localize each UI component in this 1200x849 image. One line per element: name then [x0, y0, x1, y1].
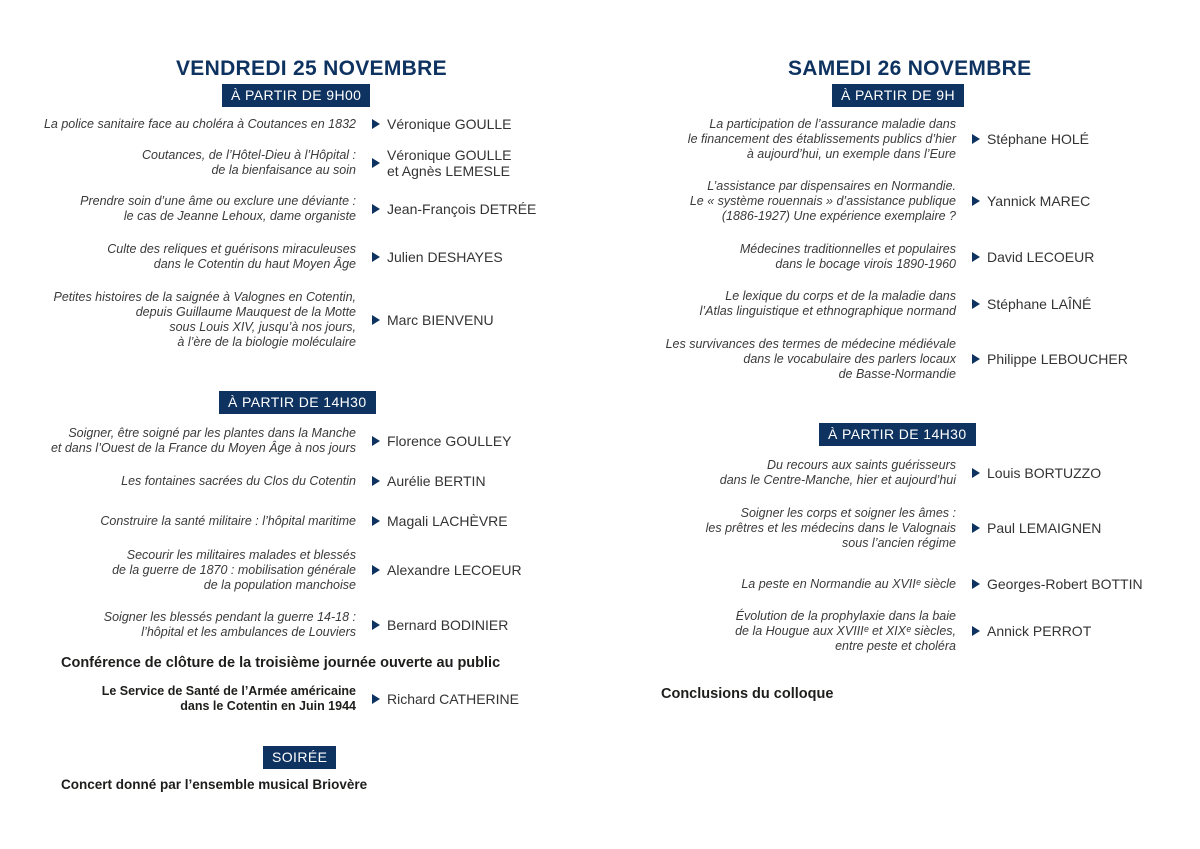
speaker-arrow-icon: [972, 299, 980, 309]
speaker-arrow-icon: [972, 134, 980, 144]
talk-title-line: l’hôpital et les ambulances de Louviers: [141, 625, 356, 639]
talk-title: [104, 610, 356, 640]
speaker-name-line: Véronique GOULLE: [387, 116, 512, 132]
speaker-name: [387, 617, 508, 633]
speaker-arrow-icon: [372, 476, 380, 486]
speaker-name: [387, 691, 519, 707]
speaker-name-line: David LECOEUR: [987, 249, 1095, 265]
speaker-name: [387, 513, 508, 529]
speaker-name: [387, 201, 536, 217]
talk-title-line: le cas de Jeanne Lehoux, dame organiste: [123, 209, 356, 223]
talk-title: [100, 514, 356, 529]
talk-title-line: à l’ère de la biologie moléculaire: [177, 335, 356, 349]
talk-title-line: de la population manchoise: [203, 577, 356, 592]
talk-title-line: à aujourd’hui, un exemple dans l’Eure: [746, 146, 956, 161]
speaker-name: [387, 116, 512, 132]
talk-title-line: Le « système rouennais » d’assistance publique: [689, 193, 956, 208]
day-title: VENDREDI 25 NOVEMBRE: [176, 57, 447, 80]
talk-title: [688, 117, 956, 162]
talk-title-line: dans le Centre-Manche, hier et aujourd’hui: [719, 473, 956, 487]
speaker-arrow-icon: [372, 516, 380, 526]
speaker-arrow-icon: [972, 523, 980, 533]
talk-title: [53, 290, 356, 350]
speaker-name: [387, 473, 486, 489]
session-band: À PARTIR DE 14H30: [819, 423, 976, 446]
talk-title-line: le financement des établissements publics d’hier: [687, 131, 956, 146]
day-title: SAMEDI 26 NOVEMBRE: [788, 57, 1032, 80]
talk-title-line: Les fontaines sacrées du Clos du Cotentin: [121, 473, 356, 488]
speaker-arrow-icon: [972, 468, 980, 478]
speaker-name-line: Aurélie BERTIN: [387, 473, 486, 489]
talk-title: [735, 609, 956, 654]
talk-title-line: Évolution de la prophylaxie dans la baie: [735, 608, 956, 623]
speaker-name: [987, 296, 1091, 312]
speaker-name-line: Bernard BODINIER: [387, 617, 509, 633]
talk-title-line: Soigner, être soigné par les plantes dans la Manche: [68, 426, 356, 440]
talk-title-line: Culte des reliques et guérisons miraculeuses: [107, 242, 356, 256]
speaker-arrow-icon: [972, 252, 980, 262]
speaker-name-line: et Agnès LEMESLE: [387, 163, 510, 179]
talk-title-line: de Basse-Normandie: [838, 366, 956, 381]
speaker-arrow-icon: [972, 196, 980, 206]
talk-title: [112, 548, 356, 593]
talk-title-line: sous Louis XIV, jusqu’à nos jours,: [169, 320, 356, 334]
talk-title-line: Coutances, de l’Hôtel-Dieu à l’Hôpital :: [142, 148, 356, 162]
speaker-name-line: Richard CATHERINE: [387, 691, 519, 707]
talk-title-line: Le lexique du corps et de la maladie dans: [725, 289, 956, 303]
talk-title: [720, 458, 956, 488]
speaker-name-line: Yannick MAREC: [987, 193, 1091, 209]
speaker-name: [387, 147, 512, 179]
talk-title: [740, 242, 956, 272]
speaker-name-line: Louis BORTUZZO: [987, 465, 1102, 481]
speaker-name: [987, 623, 1091, 639]
talk-title: [690, 179, 956, 224]
talk-title-line: depuis Guillaume Mauquest de la Motte: [135, 305, 356, 319]
talk-title: [706, 506, 956, 551]
speaker-name-line: Alexandre LECOEUR: [387, 562, 522, 578]
talk-title-line: La peste en Normandie au XVIIᵉ siècle: [741, 576, 956, 591]
speaker-arrow-icon: [372, 620, 380, 630]
session-band: À PARTIR DE 9H00: [222, 84, 370, 107]
speaker-name: [987, 520, 1101, 536]
speaker-arrow-icon: [372, 204, 380, 214]
talk-title-line: dans le Cotentin du haut Moyen Âge: [153, 257, 356, 271]
speaker-name: [987, 193, 1090, 209]
speaker-name: [387, 312, 494, 328]
session-band: À PARTIR DE 14H30: [219, 391, 376, 414]
speaker-name-line: Stéphane LAÎNÉ: [987, 296, 1092, 312]
talk-title-line: les prêtres et les médecins dans le Valognais: [705, 520, 956, 535]
speaker-name-line: Stéphane HOLÉ: [987, 131, 1089, 147]
talk-title-line: Du recours aux saints guérisseurs: [767, 458, 956, 472]
talk-title-line: Soigner les corps et soigner les âmes :: [740, 505, 956, 520]
talk-title-line: Petites histoires de la saignée à Valognes en Cotentin,: [53, 290, 356, 304]
talk-title-line: et dans l’Ouest de la France du Moyen Âge à nos jours: [50, 441, 356, 455]
speaker-name: [987, 131, 1089, 147]
speaker-arrow-icon: [372, 436, 380, 446]
speaker-arrow-icon: [972, 354, 980, 364]
closing-conference-heading: Conférence de clôture de la troisième journée ouverte au public: [61, 655, 501, 671]
session-band: SOIRÉE: [263, 746, 336, 769]
talk-title: [700, 289, 956, 319]
speaker-name: [987, 465, 1101, 481]
speaker-arrow-icon: [972, 626, 980, 636]
talk-title-line: La police sanitaire face au choléra à Coutances en 1832: [43, 116, 356, 131]
speaker-name-line: Jean-François DETRÉE: [387, 201, 537, 217]
talk-title-line: (1886-1927) Une expérience exemplaire ?: [721, 208, 956, 223]
speaker-name: [987, 351, 1128, 367]
talk-title: [80, 194, 356, 224]
talk-title: [51, 426, 356, 456]
speaker-name: [987, 249, 1094, 265]
speaker-arrow-icon: [372, 694, 380, 704]
talk-title: [666, 337, 956, 382]
talk-title-line: entre peste et choléra: [835, 638, 956, 653]
speaker-name-line: Magali LACHÈVRE: [387, 513, 508, 529]
talk-title-line: dans le vocabulaire des parlers locaux: [743, 351, 956, 366]
conclusion-heading: Conclusions du colloque: [661, 686, 834, 702]
speaker-name: [387, 433, 512, 449]
talk-title: [741, 577, 956, 592]
speaker-arrow-icon: [372, 565, 380, 575]
talk-title-line: Construire la santé militaire : l’hôpital maritime: [100, 513, 356, 528]
speaker-name-line: Paul LEMAIGNEN: [987, 520, 1102, 536]
concert-text: Concert donné par l’ensemble musical Briovère: [61, 777, 368, 792]
session-band: À PARTIR DE 9H: [832, 84, 964, 107]
talk-title-line: La participation de l’assurance maladie dans: [709, 116, 956, 131]
speaker-name-line: Georges-Robert BOTTIN: [987, 576, 1143, 592]
talk-title-line: Médecines traditionnelles et populaires: [739, 242, 956, 256]
talk-title-line: Secourir les militaires malades et blessés: [126, 547, 356, 562]
speaker-arrow-icon: [372, 252, 380, 262]
talk-title-line: de la Hougue aux XVIIIᵉ et XIXᵉ siècles,: [735, 623, 956, 638]
speaker-name-line: Florence GOULLEY: [387, 433, 512, 449]
talk-title-line: de la bienfaisance au soin: [211, 163, 356, 177]
speaker-name: [387, 562, 522, 578]
talk-title-line: Les survivances des termes de médecine médiévale: [665, 336, 956, 351]
talk-title-line: l’Atlas linguistique et ethnographique normand: [699, 304, 956, 318]
speaker-name-line: Marc BIENVENU: [387, 312, 494, 328]
talk-title-line: Prendre soin d’une âme ou exclure une déviante :: [80, 194, 356, 208]
talk-title-line: L’assistance par dispensaires en Normandie.: [707, 178, 956, 193]
speaker-name: [387, 249, 503, 265]
talk-title-line: sous l’ancien régime: [842, 535, 956, 550]
speaker-name-line: Annick PERROT: [987, 623, 1092, 639]
speaker-arrow-icon: [372, 119, 380, 129]
speaker-arrow-icon: [372, 315, 380, 325]
speaker-name-line: Véronique GOULLE: [387, 147, 512, 163]
speaker-name-line: Philippe LEBOUCHER: [987, 351, 1128, 367]
talk-title: [121, 474, 356, 489]
talk-title-line: Le Service de Santé de l’Armée américaine: [101, 684, 356, 698]
talk-title-line: de la guerre de 1870 : mobilisation générale: [112, 562, 356, 577]
speaker-arrow-icon: [372, 158, 380, 168]
talk-title-line: dans le Cotentin en Juin 1944: [180, 699, 356, 713]
speaker-name: [987, 576, 1143, 592]
talk-title-line: dans le bocage virois 1890-1960: [775, 257, 956, 271]
speaker-arrow-icon: [972, 579, 980, 589]
talk-title: [142, 148, 356, 178]
speaker-name-line: Julien DESHAYES: [387, 249, 503, 265]
talk-title: [44, 117, 356, 132]
talk-title: [107, 242, 356, 272]
talk-title-line: Soigner les blessés pendant la guerre 14-18 :: [103, 610, 356, 624]
talk-title: [102, 684, 356, 714]
